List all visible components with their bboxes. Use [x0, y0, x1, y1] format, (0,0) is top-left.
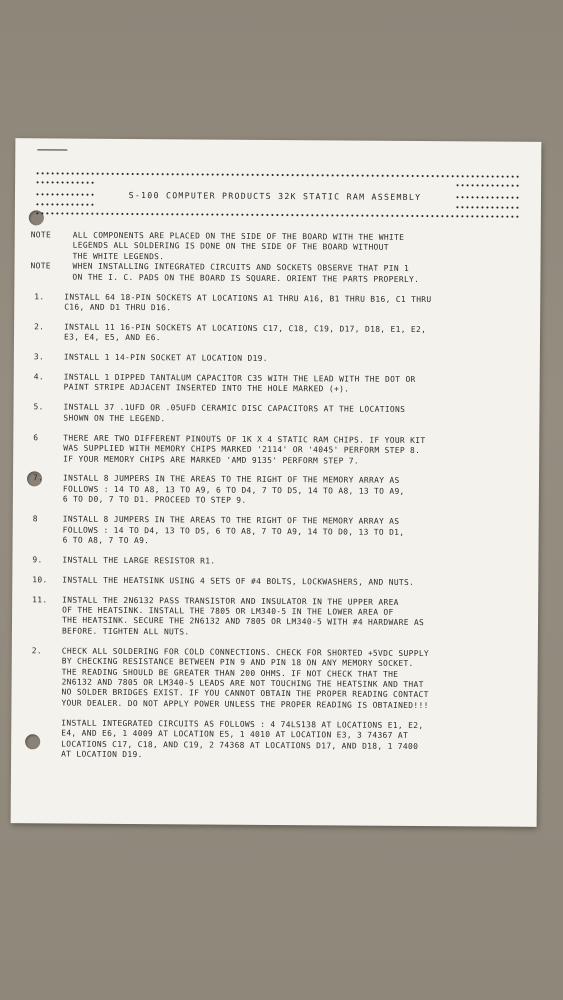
step-9: [28, 555, 528, 569]
instruction-body: [27, 230, 531, 763]
step-line: THE HEATSINK. SECURE THE 2N6132 AND 7805 OR LM340-5 WITH #4 HARDWARE AS: [62, 615, 425, 628]
step-line: 2N6132 AND 7805 OR LM340-5 LEADS ARE NOT TOUCHING THE HEATSINK AND THAT: [61, 677, 424, 690]
step-line: INSTALL THE HEATSINK USING 4 SETS OF #4 BOLTS, LOCKWASHERS, AND NUTS.: [62, 575, 415, 587]
step-text: [56, 373, 530, 397]
step-text: [54, 555, 528, 569]
step-line: INSTALL 8 JUMPERS IN THE AREAS TO THE RIGHT OF THE MEMORY ARRAY AS: [62, 514, 400, 526]
step-text: [54, 575, 528, 589]
step-line: THERE ARE TWO DIFFERENT PINOUTS OF 1K X 4 STATIC RAM CHIPS. IF YOUR KIT: [63, 433, 426, 445]
step-line: INSTALL 11 16-PIN SOCKETS AT LOCATIONS C17, C18, C19, D17, D18, E1, E2,: [64, 322, 427, 334]
step-number: 11.: [32, 594, 48, 605]
step-text: [56, 322, 530, 346]
note-text: [72, 262, 530, 286]
asterisk-border-right-2: [455, 195, 521, 199]
step-number: 1.: [34, 291, 45, 301]
step-6: [29, 433, 529, 468]
instruction-sheet: [11, 138, 542, 827]
step-number: 2.: [34, 322, 45, 332]
step-line: E4, AND E6, 1 4009 AT LOCATION E5, 1 4010 AT LOCATION E3, 3 74367 AT: [61, 728, 409, 741]
step-number: 2.: [31, 646, 43, 656]
step-text: [55, 515, 529, 550]
step-number: 7.: [32, 473, 44, 483]
step-line: PAINT STRIPE ADJACENT INSERTED INTO THE HOLE MARKED (+).: [63, 382, 350, 394]
step-text: [55, 403, 529, 427]
step-10: [28, 575, 528, 589]
step-text: [53, 646, 527, 712]
step-number: 8: [32, 514, 38, 524]
step-line: INSTALL INTEGRATED CIRCUITS AS FOLLOWS : 4 74LS138 AT LOCATIONS E1, E2,: [61, 718, 424, 730]
step-12: [27, 646, 527, 712]
step-5: [29, 403, 529, 427]
step-line: FOLLOWS : 14 TO D4, 13 TO D5, 6 TO A8, 7 TO A9, 14 TO D0, 13 TO D1,: [62, 525, 405, 537]
step-line: BEFORE. TIGHTEN ALL NUTS.: [61, 626, 190, 637]
step-number: 10.: [32, 575, 48, 585]
step-7: [29, 474, 529, 509]
step-number: 9.: [32, 555, 43, 565]
asterisk-border-left-3: [35, 202, 95, 206]
note-label: NOTE: [30, 230, 52, 240]
step-line: FOLLOWS : 14 TO A8, 13 TO A9, 6 TO D4, 7 TO D5, 14 TO A8, 13 TO A9,: [62, 484, 405, 496]
step-line: SHOWN ON THE LEGEND.: [63, 413, 166, 424]
step-line: 6 TO D0, 7 TO D1. PROCEED TO STEP 9.: [62, 494, 247, 506]
step-number: 5.: [33, 402, 44, 412]
step-line: C16, AND D1 THRU D16.: [64, 302, 172, 313]
step-3: [30, 352, 530, 366]
asterisk-border-right-1: [455, 183, 521, 187]
step-11: [28, 595, 528, 640]
step-4: [30, 372, 530, 396]
step-8: [29, 514, 529, 549]
step-text: [56, 353, 530, 367]
step-line: INSTALL 1 DIPPED TANTALUM CAPACITOR C35 WITH THE LEAD WITH THE DOT OR: [63, 372, 416, 385]
step-line: IF YOUR MEMORY CHIPS ARE MARKED 'AMD 9135' PERFORM STEP 7.: [63, 454, 360, 466]
step-line: INSTALL THE 2N6132 PASS TRANSISTOR AND INSULATOR IN THE UPPER AREA: [62, 595, 399, 607]
note-text: [73, 231, 531, 265]
step-text: [55, 474, 529, 509]
step-1: [30, 292, 530, 316]
step-number: [27, 718, 53, 760]
step-line: E3, E4, E5, AND E6.: [63, 332, 161, 343]
note-line: WHEN INSTALLING INTEGRATED CIRCUITS AND SOCKETS OBSERVE THAT PIN 1: [72, 261, 410, 274]
step-line: INSTALL 8 JUMPERS IN THE AREAS TO THE RIGHT OF THE MEMORY ARRAY AS: [62, 473, 400, 486]
note-line: LEGENDS ALL SOLDERING IS DONE ON THE SIDE OF THE BOARD WITHOUT: [72, 240, 389, 253]
note-2: [30, 261, 530, 285]
step-number: 4.: [33, 372, 44, 382]
step-text: [54, 595, 528, 640]
step-line: INSTALL 64 18-PIN SOCKETS AT LOCATIONS A1 THRU A16, B1 THRU B16, C1 THRU: [64, 292, 432, 304]
step-line: AT LOCATION D19.: [61, 749, 143, 760]
note-line: ON THE I. C. PADS ON THE BOARD IS SQUARE. ORIENT THE PARTS PROPERLY.: [72, 272, 420, 284]
note-label: NOTE: [30, 261, 51, 271]
step-line: LOCATIONS C17, C18, AND C19, 2 74368 AT LOCATIONS D17, AND D18, 1 7400: [61, 739, 419, 751]
step-line: OF THE HEATSINK. INSTALL THE 7805 OR LM340-5 IN THE LOWER AREA OF: [62, 605, 394, 617]
step-number: 3.: [33, 352, 45, 362]
note-1: [31, 230, 531, 265]
step-line: YOUR DEALER. DO NOT APPLY POWER UNLESS THE PROPER READING IS OBTAINED!!!: [61, 698, 429, 710]
step-13: [27, 718, 527, 763]
asterisk-border-left-1: [35, 180, 95, 184]
step-text: [56, 292, 530, 316]
note-line: ALL COMPONENTS ARE PLACED ON THE SIDE OF THE BOARD WITH THE WHITE: [72, 230, 405, 242]
asterisk-border-bottom: [35, 211, 521, 218]
step-line: BY CHECKING RESISTANCE BETWEEN PIN 9 AND PIN 18 ON ANY MEMORY SOCKET.: [61, 656, 414, 669]
step-line: NO SOLDER BRIDGES EXIST. IF YOU CANNOT OBTAIN THE PROPER READING CONTACT: [61, 687, 429, 700]
step-line: 6 TO A8, 7 TO A9.: [62, 535, 150, 546]
document-title: S-100 COMPUTER PRODUCTS 32K STATIC RAM ASSEMBLY: [128, 189, 422, 203]
asterisk-border-right-3: [455, 205, 521, 209]
pen-mark: [37, 149, 67, 150]
step-line: THE READING SHOULD BE GREATER THAN 200 OHMS. IF NOT CHECK THAT THE: [61, 667, 399, 679]
asterisk-border-left-2: [35, 192, 95, 196]
step-text: [53, 718, 527, 763]
step-text: [55, 433, 529, 468]
step-2: [30, 322, 530, 346]
step-line: INSTALL 1 14-PIN SOCKET AT LOCATION D19.: [63, 352, 268, 364]
step-number: 6: [33, 432, 39, 443]
asterisk-border-top: [35, 171, 521, 178]
step-line: INSTALL THE LARGE RESISTOR R1.: [62, 555, 216, 566]
step-line: INSTALL 37 .1UFD OR .05UFD CERAMIC DISC CAPACITORS AT THE LOCATIONS: [63, 402, 406, 415]
step-line: WAS SUPPLIED WITH MEMORY CHIPS MARKED '2114' OR '4045' PERFORM STEP 8.: [63, 443, 421, 456]
step-line: CHECK ALL SOLDERING FOR COLD CONNECTIONS. CHECK FOR SHORTED +5VDC SUPPLY: [61, 646, 430, 658]
note-line: THE WHITE LEGENDS.: [72, 251, 165, 262]
